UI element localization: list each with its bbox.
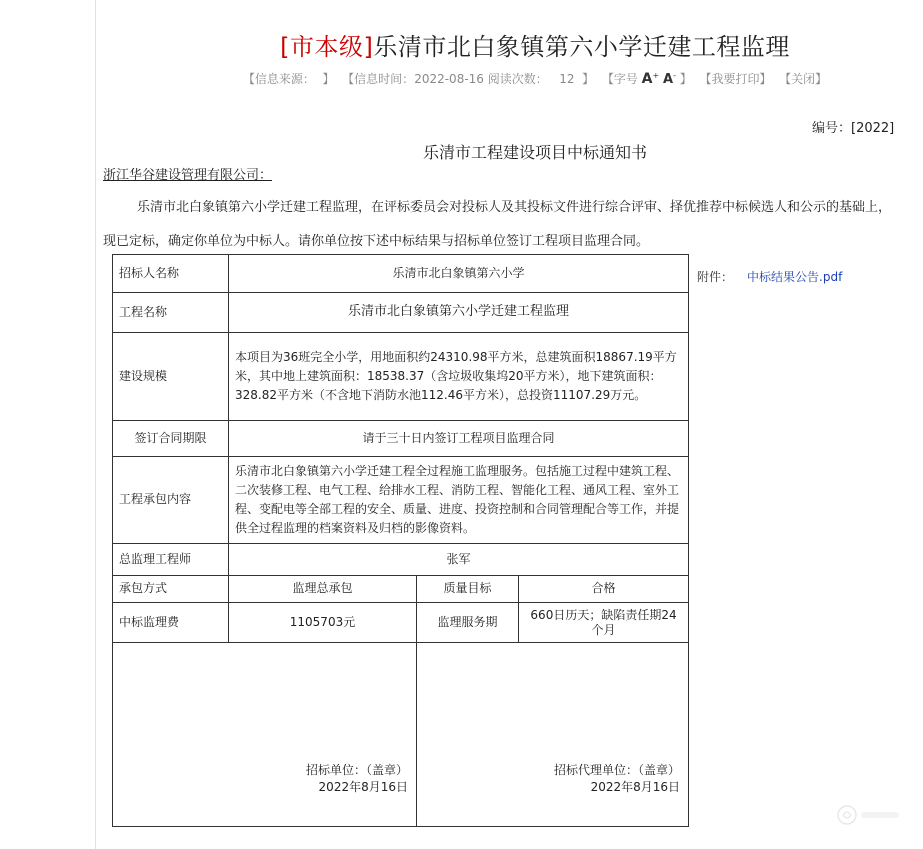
agent-signature (554, 762, 680, 796)
minus-icon: - (673, 71, 676, 80)
scale-value: 本项目为36班完全小学，用地面积约24310.98平方米，总建筑面积18867.19平方米，其中地上建筑面积：18538.37（含垃圾收集坞20平方米），地下建筑面积：328.82平方米（不含地下消防水池112.46平方米），总投资11107.29万元。 (229, 333, 689, 421)
table-row (113, 457, 689, 544)
tenderer-signature (306, 762, 408, 796)
scope-label: 工程承包内容 (113, 457, 229, 544)
agent-seal-label: 招标代理单位：（盖章） (554, 763, 681, 778)
notice-paragraph-2: 现已定标，确定你单位为中标人。请你单位按下述中标结果与招标单位签订工程项目监理合同。 (103, 234, 650, 249)
tenderer-sign-date: 2022年8月16日 (318, 780, 408, 795)
table-row (113, 603, 689, 643)
quality-target-label: 质量目标 (417, 576, 519, 603)
table-row (113, 421, 689, 457)
table-row (113, 643, 689, 827)
chief-engineer-label: 总监理工程师 (113, 544, 229, 576)
table-row (113, 544, 689, 576)
attachment-link[interactable]: 中标结果公告.pdf (747, 270, 843, 284)
tenderer-signature-cell (113, 643, 417, 827)
project-name-label: 工程名称 (113, 293, 229, 333)
print-link[interactable]: 【我要打印】 (699, 72, 772, 86)
title-text: 乐清市北白象镇第六小学迁建工程监理 (373, 33, 790, 61)
source-close: 】 (322, 72, 335, 86)
font-decrease-button[interactable]: A (663, 72, 674, 87)
views-close: 】 (582, 72, 595, 86)
quality-target-value: 合格 (519, 576, 689, 603)
font-size-close: 】 (679, 72, 692, 86)
scale-label: 建设规模 (113, 333, 229, 421)
title-tag: [市本级] (280, 33, 374, 61)
table-row (113, 333, 689, 421)
plus-icon: + (652, 71, 660, 80)
award-table (112, 254, 689, 827)
service-period-value: 660日历天；缺陷责任期24个月 (519, 603, 689, 643)
close-link[interactable]: 【关闭】 (779, 72, 828, 86)
scope-value: 乐清市北白象镇第六小学迁建工程全过程施工监理服务。包括施工过程中建筑工程、二次装修工程、电气工程、给排水工程、消防工程、智能化工程、通风工程、室外工程、变配电等全部工程的安全、质量、进度、投资控制和合同管理配合等工作，并提供全过程监理的档案资料及归档的影像资料。 (229, 457, 689, 544)
time-label: 【信息时间： (342, 72, 415, 86)
watermark-logo-icon (835, 803, 905, 827)
project-name-value: 乐清市北白象镇第六小学迁建工程监理 (229, 293, 689, 333)
tenderer-seal-label: 招标单位：（盖章） (305, 763, 408, 778)
font-size-label: 【字号 (601, 72, 638, 86)
left-divider (95, 0, 96, 849)
article-meta (0, 70, 923, 87)
attachment-label: 附件： (697, 270, 734, 284)
agent-sign-date: 2022年8月16日 (590, 780, 681, 795)
notice-addressee: 浙江华谷建设管理有限公司： (103, 168, 273, 183)
time-value: 2022-08-16 (414, 72, 484, 86)
attachment (697, 268, 842, 285)
table-row (113, 255, 689, 293)
source-label: 【信息来源： (242, 72, 315, 86)
notice-title: 乐清市工程建设项目中标通知书 (422, 143, 647, 162)
contract-period-label: 签订合同期限 (113, 421, 229, 457)
fee-value: 1105703元 (229, 603, 417, 643)
agent-signature-cell (417, 643, 689, 827)
contract-period-value: 请于三十日内签订工程项目监理合同 (229, 421, 689, 457)
article-title (0, 27, 923, 62)
table-row (113, 293, 689, 333)
font-increase-button[interactable]: A (641, 71, 653, 87)
tenderer-label: 招标人名称 (113, 255, 229, 293)
contract-method-value: 监理总承包 (229, 576, 417, 603)
views-label: 阅读次数： (487, 72, 548, 86)
fee-label: 中标监理费 (113, 603, 229, 643)
views-value: 12 (559, 72, 575, 86)
table-row (113, 576, 689, 603)
contract-method-label: 承包方式 (113, 576, 229, 603)
tenderer-value: 乐清市北白象镇第六小学 (229, 255, 689, 293)
notice-paragraph-1: 乐清市北白象镇第六小学迁建工程监理，在评标委员会对投标人及其投标文件进行综合评审、择优推荐中标候选人和公示的基础上， (137, 200, 892, 215)
service-period-label: 监理服务期 (417, 603, 519, 643)
chief-engineer-value: 张军 (229, 544, 689, 576)
notice-serial: 编号：[2022] (812, 121, 895, 136)
